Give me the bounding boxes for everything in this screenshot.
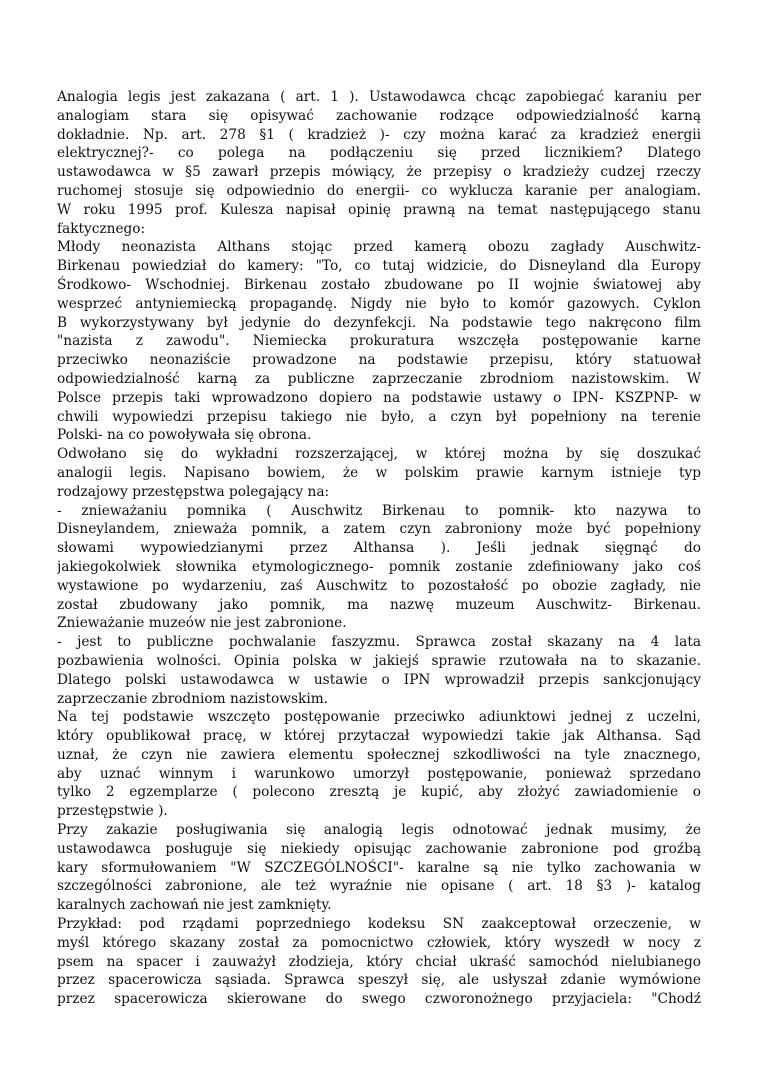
text-line: przestępstwie ). xyxy=(57,803,168,820)
text-line: Na tej podstawie wszczęto postępowanie przeciwko adiunktowi jednej z uczelni, xyxy=(57,709,701,726)
text-line: - jest to publiczne pochwalanie faszyzmu. Sprawca został skazany na 4 lata xyxy=(57,634,701,651)
text-line: Disneylandem, znieważa pomnik, a zatem czyn zabroniony może być popełniony xyxy=(57,521,701,538)
text-line: Młody neonazista Althans stojąc przed kamerą obozu zagłady Auschwitz- xyxy=(57,239,701,256)
text-line: myśl którego skazany został za pomocnictwo człowiek, który wyszedł w nocy z xyxy=(57,934,701,951)
text-line: W roku 1995 prof. Kulesza napisał opinię prawną na temat następującego stanu xyxy=(57,201,701,218)
text-line: Analogia legis jest zakazana ( art. 1 ). Ustawodawca chcąc zapobiegać karaniu per xyxy=(57,89,701,105)
text-line: Polsce przepis taki wprowadzono dopiero na podstawie ustawy o IPN- KSZPNP- w xyxy=(57,389,701,406)
text-line: tylko 2 egzemplarze ( polecono zresztą je kupić, aby złożyć zawiadomienie o xyxy=(57,784,701,801)
text-line: analogii legis. Napisano bowiem, że w polskim prawie karnym istnieje typ xyxy=(57,464,701,481)
text-line: Środkowo- Wschodniej. Birkenau zostało zbudowane po II wojnie światowej aby xyxy=(57,276,701,293)
text-line: Znieważanie muzeów nie jest zabronione. xyxy=(57,615,347,632)
text-line: "nazista z zawodu". Niemiecka prokuratura wszczęła postępowanie karne xyxy=(57,333,701,350)
text-line: elektrycznej?- co polega na podłączeniu się przed licznikiem? Dlatego xyxy=(57,145,701,162)
text-line: B wykorzystywany był jedynie do dezynfekcji. Na podstawie tego nakręcono film xyxy=(57,314,701,331)
text-line: Przykład: pod rządami poprzedniego kodeksu SN zaakceptował orzeczenie, w xyxy=(57,916,701,933)
text-line: przeciwko neonaziście prowadzone na podstawie przepisu, który statuował xyxy=(57,352,701,369)
text-line: wesprzeć antyniemiecką propagandę. Nigdy nie było to komór gazowych. Cyklon xyxy=(57,295,701,312)
text-line: pozbawienia wolności. Opinia polska w jakiejś sprawie rzutowała na to skazanie. xyxy=(57,652,701,669)
text-line: Polski- na co powoływała się obrona. xyxy=(57,427,312,444)
text-line: faktycznego: xyxy=(57,220,146,237)
text-line: karalnych zachowań nie jest zamknięty. xyxy=(57,897,332,914)
text-line: Dlatego polski ustawodawca w ustawie o IPN wprowadził przepis sankcjonujący xyxy=(57,671,701,688)
text-line: zaprzeczanie zbrodniom nazistowskim. xyxy=(57,690,329,707)
text-line: który opublikował pracę, w której przytaczał wypowiedzi takie jak Althansa. Sąd xyxy=(57,728,701,745)
text-line: Birkenau powiedział do kamery: "To, co tutaj widzicie, do Disneyland dla Europy xyxy=(57,258,701,275)
text-line: - znieważaniu pomnika ( Auschwitz Birkenau to pomnik- kto nazywa to xyxy=(57,502,701,519)
text-line: przez spacerowicza skierowane do swego czworonożnego przyjaciela: "Chodź xyxy=(57,991,701,1008)
text-line: analogiam stara się opisywać zachowanie rodzące odpowiedzialność karną xyxy=(57,107,701,124)
text-line: psem na spacer i zauważył złodzieja, który chciał ukraść samochód nielubianego xyxy=(57,953,701,970)
text-line: ruchomej stosuje się odpowiednio do energii- co wyklucza karanie per analogiam. xyxy=(57,182,701,199)
text-line: odpowiedzialność karną za publiczne zaprzeczanie zbrodniom nazistowskim. W xyxy=(57,370,701,387)
text-line: aby uznać winnym i warunkowo umorzył postępowanie, ponieważ sprzedano xyxy=(57,765,701,782)
text-line: słowami wypowiedzianymi przez Althansa ). Jeśli jednak sięgnąć do xyxy=(57,540,701,557)
text-line: Przy zakazie posługiwania się analogią legis odnotować jednak musimy, że xyxy=(57,822,701,839)
text-line: Odwołano się do wykładni rozszerzającej, w której można by się doszukać xyxy=(57,446,701,463)
text-line: kary sformułowaniem "W SZCZEGÓLNOŚCI"- karalne są nie tylko zachowania w xyxy=(57,859,701,876)
text-line: jakiegokolwiek słownika etymologicznego- pomnik zostanie zdefiniowany jako coś xyxy=(57,558,701,575)
text-line: ustawodawca posługuje się niekiedy opisując zachowanie zabronione pod groźbą xyxy=(57,840,701,857)
text-line: ustawodawca w §5 zawarł przepis mówiący, że przepisy o kradzieży cudzej rzeczy xyxy=(57,164,701,181)
text-line: rodzajowy przestępstwa polegający na: xyxy=(57,483,330,500)
text-line: przez spacerowicza sąsiada. Sprawca speszył się, ale usłyszał zdanie wymówione xyxy=(57,972,701,989)
text-line: wystawione po wydarzeniu, zaś Auschwitz to pozostałość po obozie zagłady, nie xyxy=(57,577,701,594)
text-line: uznał, że czyn nie zawiera elementu społecznej szkodliwości na tyle znacznego, xyxy=(57,746,701,763)
text-line: został zbudowany jako pomnik, ma nazwę muzeum Auschwitz- Birkenau. xyxy=(57,596,701,613)
text-line: szczególności zabronione, ale też wyraźnie nie opisane ( art. 18 §3 )- katalog xyxy=(57,878,701,895)
text-line: chwili wypowiedzi przepisu takiego nie było, a czyn był popełniony na terenie xyxy=(57,408,701,425)
text-line: dokładnie. Np. art. 278 §1 ( kradzież )- czy można karać za kradzież energii xyxy=(57,126,701,143)
document-body xyxy=(57,88,701,1009)
